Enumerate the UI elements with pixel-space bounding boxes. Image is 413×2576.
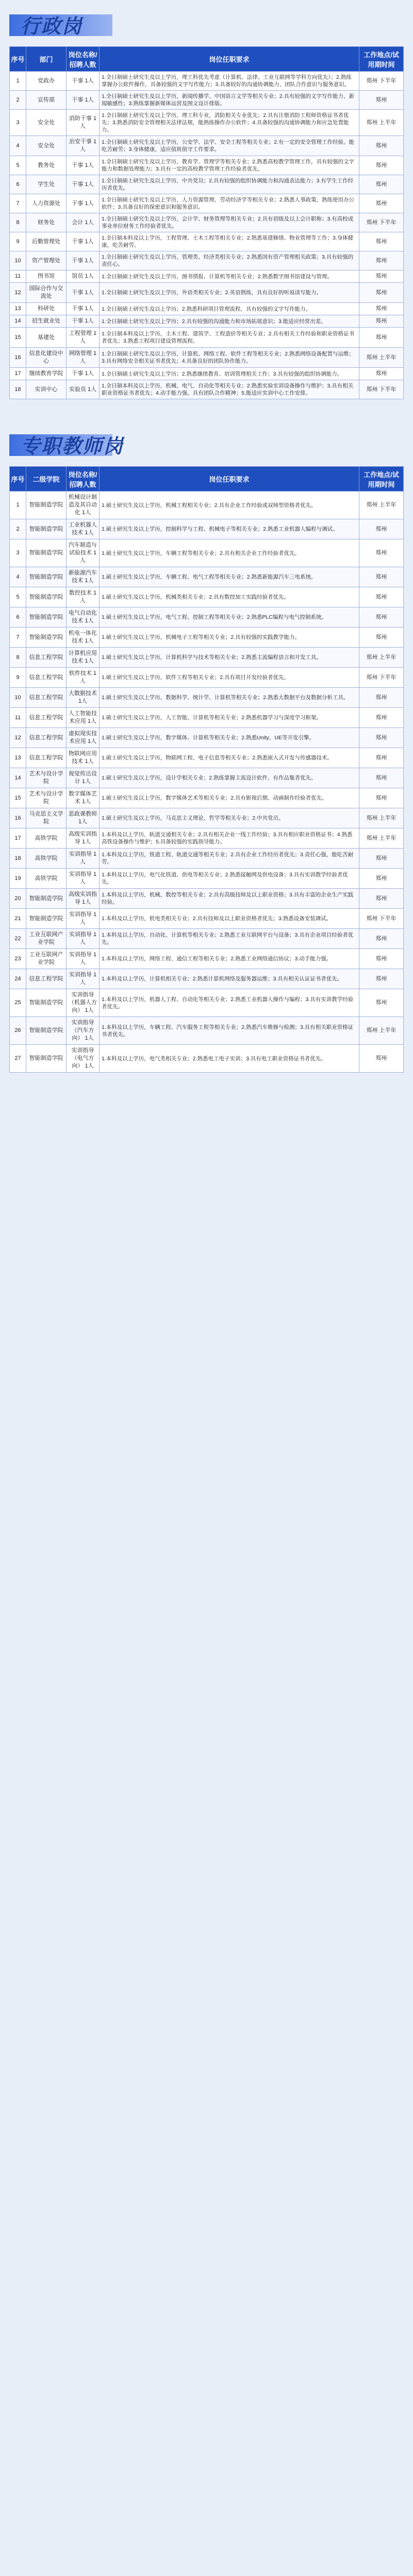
table-row	[10, 91, 404, 110]
cell-number: 14	[10, 315, 26, 328]
cell-location: 郑州	[359, 949, 404, 969]
cell-position: 高级实训指导 1人	[67, 828, 100, 849]
table-row	[10, 748, 404, 768]
cell-requirements: 1.本科及以上学历，轨道交通相关专业；2.具有相关企业一线工作经验；3.具有相应职业资格证书；4.熟悉高铁设备操作与维护；5.具备较强的实践指导能力。	[100, 828, 359, 849]
cell-requirements: 1.全日制本科及以上学历，土木工程、建筑学、工程造价等相关专业；2.具有相关工作经验和职业资格证书者优先；3.熟悉工程项目建设管理流程。	[100, 328, 359, 348]
cell-location: 郑州 上半年	[359, 648, 404, 668]
cell-location: 郑州	[359, 587, 404, 607]
table-row	[10, 315, 404, 328]
table-row	[10, 519, 404, 539]
cell-department: 智能制造学院	[26, 1045, 67, 1073]
cell-location: 郑州 上半年	[359, 492, 404, 519]
cell-number: 2	[10, 91, 26, 110]
cell-requirements: 1.全日制硕士研究生及以上学历，图书情报、计算机等相关专业；2.熟悉数字图书馆建设与管理。	[100, 270, 359, 283]
cell-requirements: 1.硕士研究生及以上学历，电气工程、控制工程等相关专业；2.熟悉PLC编程与电气控制系统。	[100, 607, 359, 628]
cell-department: 安全处	[26, 110, 67, 136]
table-row	[10, 328, 404, 348]
cell-requirements: 1.全日制硕士研究生及以上学历，新闻传播学、中国语言文学等相关专业；2.具有较强的文字写作能力、新闻敏感性；3.熟练掌握新媒体运营及图文设计排版。	[100, 91, 359, 110]
cell-location: 郑州	[359, 315, 404, 328]
cell-number: 16	[10, 808, 26, 828]
table-row	[10, 969, 404, 989]
section-1	[0, 420, 413, 1093]
table-row	[10, 688, 404, 708]
cell-department: 高铁学院	[26, 869, 67, 889]
cell-position: 数控技术 1人	[67, 587, 100, 607]
cell-position: 干事 1人	[67, 156, 100, 175]
cell-requirements: 1.全日制硕士研究生及以上学历，中共党员；2.具有较强的组织协调能力和沟通表达能力；3.有学生工作经历者优先。	[100, 175, 359, 194]
column-header: 工作地点/试用期时间	[359, 467, 404, 492]
cell-location: 郑州 下半年	[359, 72, 404, 91]
cell-department: 资产管理处	[26, 251, 67, 270]
cell-number: 21	[10, 909, 26, 929]
cell-position: 干事 1人	[67, 194, 100, 213]
cell-number: 6	[10, 607, 26, 628]
cell-number: 23	[10, 949, 26, 969]
cell-location: 郑州 上半年	[359, 828, 404, 849]
cell-number: 11	[10, 708, 26, 728]
cell-number: 17	[10, 828, 26, 849]
cell-requirements: 1.全日制硕士研究生及以上学历，人力资源管理、劳动经济学等相关专业；2.熟悉人事政策，熟练使用办公软件；3.具备良好的保密意识和服务意识。	[100, 194, 359, 213]
cell-requirements: 1.硕士研究生及以上学历，机械类相关专业；2.具有数控加工实践经验者优先。	[100, 587, 359, 607]
cell-department: 智能制造学院	[26, 989, 67, 1017]
table-row	[10, 368, 404, 380]
table-row	[10, 587, 404, 607]
cell-requirements: 1.硕士研究生及以上学历，软件工程等相关专业；2.具有项目开发经验者优先。	[100, 668, 359, 688]
cell-number: 18	[10, 380, 26, 399]
cell-location: 郑州	[359, 849, 404, 869]
cell-requirements: 1.硕士研究生及以上学历，机械工程相关专业；2.具有企业工作经验或双师型资格者优先。	[100, 492, 359, 519]
cell-requirements: 1.全日制硕士研究生及以上学历，管理类、经济类相关专业；2.熟悉国有资产管理相关政策；3.具有较强的责任心。	[100, 251, 359, 270]
cell-location: 郑州	[359, 539, 404, 567]
column-header: 序号	[10, 47, 26, 72]
cell-number: 8	[10, 648, 26, 668]
cell-department: 信息工程学院	[26, 668, 67, 688]
table-row	[10, 539, 404, 567]
cell-position: 虚拟现实技术应用 1人	[67, 728, 100, 748]
cell-position: 实训指导（机器人方向） 1人	[67, 989, 100, 1017]
cell-number: 27	[10, 1045, 26, 1073]
cell-requirements: 1.本科及以上学历，自动化、计算机等相关专业；2.熟悉工业互联网平台与设备；3.具有企业项目经验者优先。	[100, 929, 359, 949]
column-header: 部门	[26, 47, 67, 72]
cell-position: 电气自动化技术 1人	[67, 607, 100, 628]
table-row	[10, 668, 404, 688]
cell-location: 郑州	[359, 270, 404, 283]
cell-position: 会计 1人	[67, 213, 100, 232]
cell-position: 实训指导（电气方向） 1人	[67, 1045, 100, 1073]
cell-location: 郑州	[359, 519, 404, 539]
table-row	[10, 213, 404, 232]
cell-position: 实训指导（汽车方向） 1人	[67, 1017, 100, 1045]
cell-position: 视觉传达设计 1人	[67, 768, 100, 788]
column-header: 序号	[10, 467, 26, 492]
cell-location: 郑州	[359, 232, 404, 251]
cell-requirements: 1.硕士研究生及以上学历，数据科学、统计学、计算机等相关专业；2.熟悉大数据平台及数据分析工具。	[100, 688, 359, 708]
table-row	[10, 175, 404, 194]
table-row	[10, 380, 404, 399]
table-row	[10, 989, 404, 1017]
table-row	[10, 909, 404, 929]
cell-requirements: 1.硕士研究生及以上学历，数字媒体艺术等相关专业；2.具有影视后期、动画制作经验者优先。	[100, 788, 359, 808]
cell-requirements: 1.全日制硕士研究生及以上学历；2.具有较强的沟通能力和市场拓展意识；3.能适应经常出差。	[100, 315, 359, 328]
column-header: 二级学院	[26, 467, 67, 492]
cell-requirements: 1.本科及以上学历，机器人工程、自动化等相关专业；2.熟悉工业机器人操作与编程；3.具有实训教学经验者优先。	[100, 989, 359, 1017]
cell-position: 机电一体化技术 1人	[67, 628, 100, 648]
cell-number: 16	[10, 348, 26, 368]
cell-number: 8	[10, 213, 26, 232]
cell-department: 马克思主义学院	[26, 808, 67, 828]
table-header-row	[10, 47, 404, 72]
table-row	[10, 788, 404, 808]
section-title: 行政岗	[21, 16, 83, 38]
column-header: 岗位任职要求	[100, 47, 359, 72]
cell-position: 汽车制造与试验技术 1人	[67, 539, 100, 567]
job-table	[9, 466, 404, 1073]
cell-department: 财务处	[26, 213, 67, 232]
cell-requirements: 1.硕士研究生及以上学历，计算机科学与技术等相关专业；2.熟悉主流编程语言和开发工具。	[100, 648, 359, 668]
cell-position: 实训指导 1人	[67, 949, 100, 969]
cell-requirements: 1.硕士研究生及以上学历，设计学相关专业；2.熟练掌握主流设计软件，有作品集者优先。	[100, 768, 359, 788]
cell-position: 实验员 1人	[67, 380, 100, 399]
cell-position: 干事 1人	[67, 91, 100, 110]
cell-position: 干事 1人	[67, 368, 100, 380]
cell-requirements: 1.全日制硕士研究生及以上学历，理工科专业，消防相关专业优先；2.具有注册消防工程师资格证书者优先；3.熟悉消防安全管理相关法律法规，能熟练操作办公软件；4.具备较强的沟通协调能力和应急处置能力。	[100, 110, 359, 136]
cell-number: 1	[10, 72, 26, 91]
cell-department: 实训中心	[26, 380, 67, 399]
cell-location: 郑州	[359, 889, 404, 909]
cell-position: 干事 1人	[67, 72, 100, 91]
table-row	[10, 949, 404, 969]
section-title: 专职教师岗	[21, 436, 124, 457]
cell-position: 干事 1人	[67, 232, 100, 251]
cell-location: 郑州	[359, 929, 404, 949]
cell-location: 郑州 上半年	[359, 1017, 404, 1045]
cell-department: 智能制造学院	[26, 889, 67, 909]
cell-department: 安全处	[26, 136, 67, 156]
table-row	[10, 270, 404, 283]
cell-number: 18	[10, 849, 26, 869]
cell-location: 郑州	[359, 567, 404, 587]
cell-department: 教务处	[26, 156, 67, 175]
cell-requirements: 1.全日制本科及以上学历，机械、电气、自动化等相关专业；2.熟悉实验实训设备操作与维护；3.具有相关职业资格证书者优先；4.动手能力强，具有团队合作精神；5.能适应实训中心工作安排。	[100, 380, 359, 399]
section-header	[9, 420, 404, 466]
cell-department: 智能制造学院	[26, 519, 67, 539]
cell-department: 智能制造学院	[26, 567, 67, 587]
cell-location: 郑州	[359, 251, 404, 270]
cell-number: 17	[10, 368, 26, 380]
cell-department: 宣传部	[26, 91, 67, 110]
cell-department: 科研处	[26, 303, 67, 315]
table-row	[10, 828, 404, 849]
cell-requirements: 1.硕士研究生及以上学历，控制科学与工程、机械电子等相关专业；2.熟悉工业机器人编程与调试。	[100, 519, 359, 539]
cell-position: 干事 1人	[67, 175, 100, 194]
job-table	[9, 46, 404, 399]
cell-department: 信息工程学院	[26, 969, 67, 989]
cell-location: 郑州 下半年	[359, 909, 404, 929]
cell-requirements: 1.本科及以上学历，机械、数控等相关专业；2.具有高级技师及以上职业资格；3.具有丰富的企业生产实践经验。	[100, 889, 359, 909]
cell-department: 党政办	[26, 72, 67, 91]
cell-number: 3	[10, 539, 26, 567]
cell-department: 艺术与设计学院	[26, 768, 67, 788]
cell-number: 24	[10, 969, 26, 989]
table-row	[10, 156, 404, 175]
cell-number: 26	[10, 1017, 26, 1045]
table-row	[10, 303, 404, 315]
column-header: 岗位任职要求	[100, 467, 359, 492]
section-header	[9, 0, 404, 46]
table-row	[10, 283, 404, 303]
column-header: 岗位名称/招聘人数	[67, 47, 100, 72]
cell-department: 智能制造学院	[26, 1017, 67, 1045]
cell-requirements: 1.硕士研究生及以上学历，人工智能、计算机等相关专业；2.熟悉机器学习与深度学习框架。	[100, 708, 359, 728]
cell-requirements: 1.硕士研究生及以上学历，车辆工程、电气工程等相关专业；2.熟悉新能源汽车三电系统。	[100, 567, 359, 587]
cell-requirements: 1.本科及以上学历，机电类相关专业；2.具有技师及以上职业资格者优先；3.熟悉设备安装调试。	[100, 909, 359, 929]
cell-number: 10	[10, 251, 26, 270]
cell-requirements: 1.本科及以上学历，网络工程、通信工程等相关专业；2.熟悉工业网络通信协议；3.动手能力强。	[100, 949, 359, 969]
cell-requirements: 1.本科及以上学历，计算机相关专业；2.熟悉计算机网络及服务器运维；3.具有相关认证证书者优先。	[100, 969, 359, 989]
cell-number: 4	[10, 136, 26, 156]
table-row	[10, 348, 404, 368]
cell-location: 郑州	[359, 728, 404, 748]
cell-department: 基建处	[26, 328, 67, 348]
cell-location: 郑州	[359, 1045, 404, 1073]
cell-number: 10	[10, 688, 26, 708]
table-row	[10, 194, 404, 213]
cell-number: 13	[10, 748, 26, 768]
cell-requirements: 1.本科及以上学历，铁道工程、轨道交通等相关专业；2.具有企业工作经历者优先；3.责任心强，能吃苦耐劳。	[100, 849, 359, 869]
cell-location: 郑州	[359, 788, 404, 808]
cell-department: 人力资源处	[26, 194, 67, 213]
cell-number: 6	[10, 175, 26, 194]
table-row	[10, 889, 404, 909]
cell-position: 大数据技术 1人	[67, 688, 100, 708]
cell-department: 信息工程学院	[26, 708, 67, 728]
cell-number: 5	[10, 587, 26, 607]
cell-number: 2	[10, 519, 26, 539]
cell-location: 郑州	[359, 156, 404, 175]
cell-location: 郑州	[359, 136, 404, 156]
cell-location: 郑州	[359, 175, 404, 194]
cell-department: 智能制造学院	[26, 909, 67, 929]
cell-position: 实训指导 1人	[67, 969, 100, 989]
cell-department: 信息化建设中心	[26, 348, 67, 368]
column-header: 工作地点/试用期时间	[359, 47, 404, 72]
table-header-row	[10, 467, 404, 492]
cell-number: 5	[10, 156, 26, 175]
cell-requirements: 1.本科及以上学历，电气化铁道、供电等相关专业；2.熟悉接触网及供电设备；3.具有实训教学经验者优先。	[100, 869, 359, 889]
cell-number: 15	[10, 788, 26, 808]
cell-requirements: 1.硕士研究生及以上学历，物联网工程、电子信息等相关专业；2.熟悉嵌入式开发与传感器技术。	[100, 748, 359, 768]
cell-location: 郑州 下半年	[359, 213, 404, 232]
cell-location: 郑州	[359, 989, 404, 1017]
cell-department: 图书馆	[26, 270, 67, 283]
cell-position: 高级实训指导 1人	[67, 889, 100, 909]
cell-department: 后勤管理处	[26, 232, 67, 251]
cell-requirements: 1.全日制硕士研究生及以上学历；2.熟悉继续教育、培训管理相关工作；3.具有较强的组织协调能力。	[100, 368, 359, 380]
cell-department: 信息工程学院	[26, 648, 67, 668]
cell-department: 智能制造学院	[26, 607, 67, 628]
cell-requirements: 1.全日制硕士研究生及以上学历；2.熟悉科研项目管理流程，具有较强的文字写作能力。	[100, 303, 359, 315]
cell-department: 国际合作与交流处	[26, 283, 67, 303]
cell-department: 继续教育学院	[26, 368, 67, 380]
cell-position: 干事 1人	[67, 315, 100, 328]
cell-number: 1	[10, 492, 26, 519]
section-spacer	[9, 1073, 404, 1093]
table-row	[10, 808, 404, 828]
cell-number: 12	[10, 283, 26, 303]
sections-container	[0, 0, 413, 1093]
cell-department: 信息工程学院	[26, 748, 67, 768]
cell-location: 郑州	[359, 869, 404, 889]
cell-requirements: 1.全日制硕士研究生及以上学历，理工科优先考虑（计算机、法律、工业互联网等学科方向优先）；2.熟练掌握办公软件操作，具备较强的文字写作能力；3.具备较好的沟通协调能力、团队合作意识与服务意识。	[100, 72, 359, 91]
table-row	[10, 708, 404, 728]
table-row	[10, 1017, 404, 1045]
table-row	[10, 628, 404, 648]
cell-department: 智能制造学院	[26, 539, 67, 567]
cell-requirements: 1.硕士研究生及以上学历，车辆工程等相关专业；2.具有相关企业工作经验者优先。	[100, 539, 359, 567]
cell-position: 实训指导 1人	[67, 849, 100, 869]
cell-requirements: 1.硕士研究生及以上学历，马克思主义理论、哲学等相关专业；2.中共党员。	[100, 808, 359, 828]
cell-location: 郑州	[359, 328, 404, 348]
cell-position: 人工智能技术应用 1人	[67, 708, 100, 728]
cell-position: 工程管理 1人	[67, 328, 100, 348]
cell-position: 机械设计制造及其自动化 1人	[67, 492, 100, 519]
table-row	[10, 929, 404, 949]
cell-requirements: 1.全日制本科及以上学历，工程管理、土木工程等相关专业；2.熟悉基建修缮、物业管理等工作；3.身体健康，吃苦耐劳。	[100, 232, 359, 251]
cell-location: 郑州 上半年	[359, 348, 404, 368]
cell-requirements: 1.硕士研究生及以上学历，数字媒体、计算机等相关专业；2.熟悉Unity、UE等开发引擎。	[100, 728, 359, 748]
table-row	[10, 869, 404, 889]
cell-department: 工业互联网产业学院	[26, 949, 67, 969]
cell-location: 郑州 下半年	[359, 668, 404, 688]
cell-position: 实训指导 1人	[67, 929, 100, 949]
cell-position: 数字媒体艺术 1人	[67, 788, 100, 808]
cell-department: 智能制造学院	[26, 628, 67, 648]
cell-location: 郑州	[359, 708, 404, 728]
table-row	[10, 492, 404, 519]
cell-requirements: 1.全日制硕士研究生及以上学历，会计学、财务管理等相关专业；2.具有初级及以上会计职称；3.有高校或事业单位财务工作经验者优先。	[100, 213, 359, 232]
table-row	[10, 110, 404, 136]
cell-requirements: 1.全日制硕士研究生及以上学历，公安学、法学、安全工程等相关专业；2.有一定的安全管理工作经验，能吃苦耐劳；3.身体健康，适应值班值守工作要求。	[100, 136, 359, 156]
cell-department: 智能制造学院	[26, 587, 67, 607]
cell-position: 治安干事 1人	[67, 136, 100, 156]
table-row	[10, 232, 404, 251]
cell-requirements: 1.全日制硕士研究生及以上学历，计算机、网络工程、软件工程等相关专业；2.熟悉网络设备配置与运维；3.具有网络安全相关证书者优先；4.具备良好的团队协作能力。	[100, 348, 359, 368]
cell-location: 郑州	[359, 748, 404, 768]
cell-number: 25	[10, 989, 26, 1017]
table-row	[10, 728, 404, 748]
cell-requirements: 1.全日制硕士研究生及以上学历，教育学、管理学等相关专业；2.熟悉高校教学管理工作，具有较强的文字能力和数据处理能力；3.具有一定的高校教学管理工作经验者优先。	[100, 156, 359, 175]
cell-department: 高铁学院	[26, 828, 67, 849]
cell-number: 4	[10, 567, 26, 587]
cell-location: 郑州	[359, 628, 404, 648]
table-row	[10, 72, 404, 91]
cell-department: 艺术与设计学院	[26, 788, 67, 808]
cell-number: 9	[10, 232, 26, 251]
cell-department: 招生就业处	[26, 315, 67, 328]
cell-position: 计算机应用技术 1人	[67, 648, 100, 668]
cell-position: 物联网应用技术 1人	[67, 748, 100, 768]
cell-number: 11	[10, 270, 26, 283]
cell-position: 实训指导 1人	[67, 869, 100, 889]
cell-position: 软件技术 1人	[67, 668, 100, 688]
table-row	[10, 607, 404, 628]
cell-requirements: 1.硕士研究生及以上学历，机械电子工程等相关专业；2.具有较强的实践教学能力。	[100, 628, 359, 648]
cell-position: 消防干事 1人	[67, 110, 100, 136]
cell-department: 高铁学院	[26, 849, 67, 869]
cell-number: 7	[10, 194, 26, 213]
section-0	[0, 0, 413, 420]
cell-location: 郑州 下半年	[359, 380, 404, 399]
cell-location: 郑州	[359, 688, 404, 708]
cell-location: 郑州	[359, 283, 404, 303]
column-header: 岗位名称/招聘人数	[67, 467, 100, 492]
cell-department: 智能制造学院	[26, 492, 67, 519]
table-row	[10, 648, 404, 668]
table-row	[10, 136, 404, 156]
cell-position: 干事 1人	[67, 303, 100, 315]
table-row	[10, 849, 404, 869]
cell-location: 郑州	[359, 969, 404, 989]
cell-number: 9	[10, 668, 26, 688]
cell-number: 3	[10, 110, 26, 136]
cell-number: 15	[10, 328, 26, 348]
table-row	[10, 251, 404, 270]
cell-position: 思政课教师 1人	[67, 808, 100, 828]
table-row	[10, 567, 404, 587]
cell-location: 郑州	[359, 368, 404, 380]
cell-number: 22	[10, 929, 26, 949]
cell-requirements: 1.本科及以上学历，电气类相关专业；2.熟悉电工电子实训；3.具有电工职业资格证书者优先。	[100, 1045, 359, 1073]
cell-location: 郑州	[359, 91, 404, 110]
cell-department: 学生处	[26, 175, 67, 194]
cell-location: 郑州 上半年	[359, 110, 404, 136]
cell-location: 郑州	[359, 194, 404, 213]
cell-location: 郑州	[359, 607, 404, 628]
cell-position: 工业机器人技术 1人	[67, 519, 100, 539]
cell-number: 20	[10, 889, 26, 909]
table-row	[10, 768, 404, 788]
cell-location: 郑州	[359, 768, 404, 788]
cell-number: 12	[10, 728, 26, 748]
cell-requirements: 1.本科及以上学历，车辆工程、汽车服务工程等相关专业；2.熟悉汽车维修与检测；3.具有相关职业资格证书者优先。	[100, 1017, 359, 1045]
cell-department: 工业互联网产业学院	[26, 929, 67, 949]
table-row	[10, 1045, 404, 1073]
cell-position: 实训指导 1人	[67, 909, 100, 929]
cell-position: 干事 1人	[67, 283, 100, 303]
cell-department: 信息工程学院	[26, 728, 67, 748]
cell-location: 郑州 上半年	[359, 808, 404, 828]
section-spacer	[9, 399, 404, 420]
cell-number: 13	[10, 303, 26, 315]
cell-number: 14	[10, 768, 26, 788]
cell-number: 7	[10, 628, 26, 648]
cell-position: 干事 1人	[67, 251, 100, 270]
cell-location: 郑州	[359, 303, 404, 315]
cell-position: 网络管理 1人	[67, 348, 100, 368]
cell-number: 19	[10, 869, 26, 889]
cell-requirements: 1.全日制硕士研究生及以上学历，外语类相关专业；2.英语熟练，具有良好的听说读写能力。	[100, 283, 359, 303]
cell-department: 信息工程学院	[26, 688, 67, 708]
cell-position: 馆员 1人	[67, 270, 100, 283]
cell-position: 新能源汽车技术 1人	[67, 567, 100, 587]
